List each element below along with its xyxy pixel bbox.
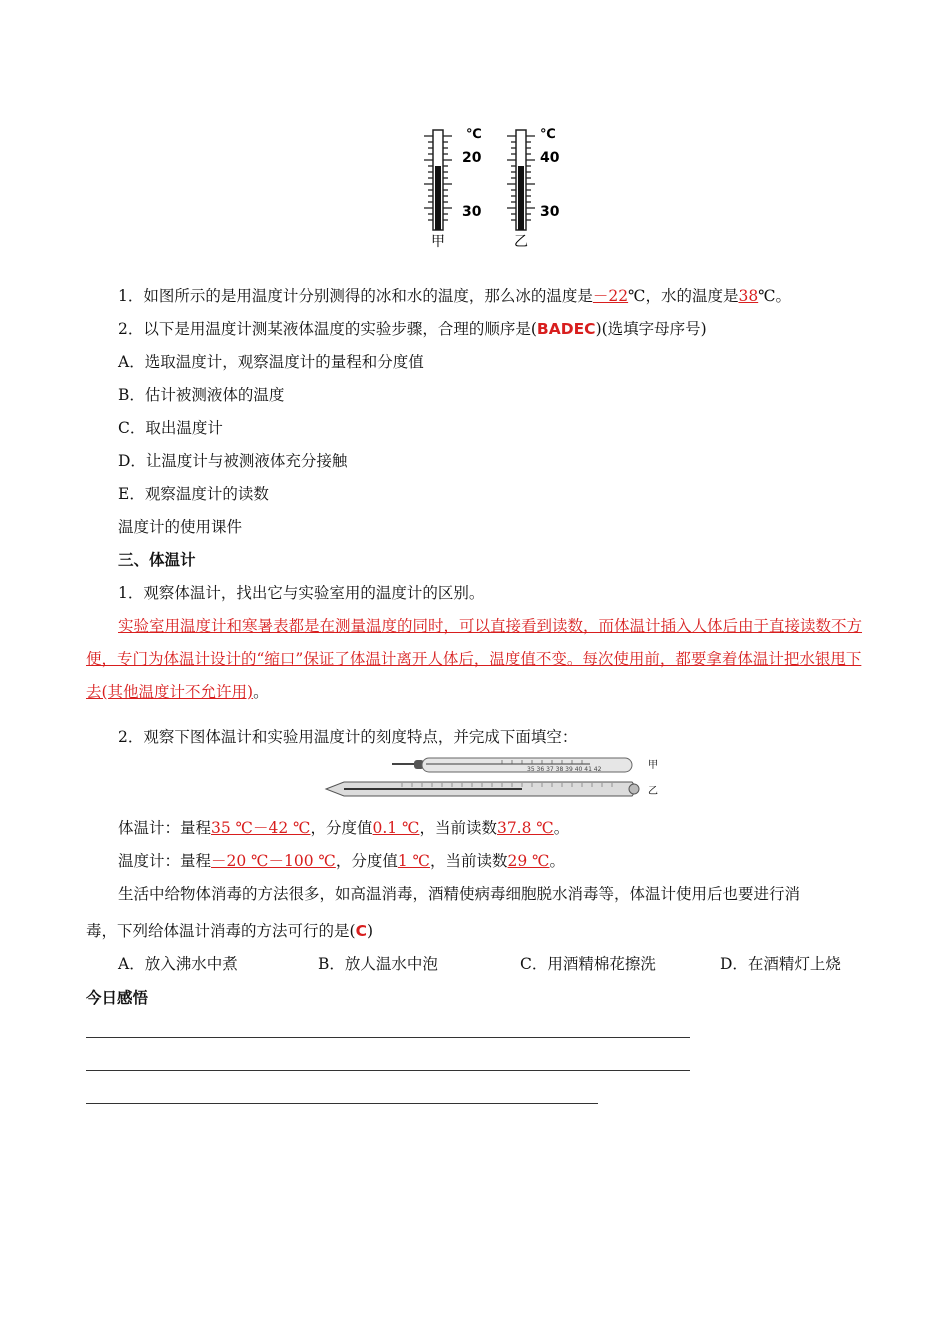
lab-thermometer-fill: 温度计：量程－20 ℃－100 ℃，分度值1 ℃，当前读数29 ℃。 xyxy=(118,852,566,870)
svg-text:35 36 37 38 39 40 41 42: 35 36 37 38 39 40 41 42 xyxy=(527,766,602,773)
writing-line xyxy=(86,1037,690,1038)
answer-paragraph: 实验室用温度计和寒暑表都是在测量温度的同时，可以直接看到读数，而体温计插入人体后由于直接读数不方便，专门为体温计设计的“缩口”保证了体温计离开人体后，温度值不变。每次使用前，都要拿着体温计把水银甩下去(其他温度计不允许用)。 xyxy=(86,617,863,701)
disinfection-answer: C xyxy=(355,922,367,940)
thermometer-yi xyxy=(507,127,560,250)
option-e: E．观察温度计的读数 xyxy=(118,485,269,503)
unit-label: ℃ xyxy=(540,127,556,142)
thermometer-jia xyxy=(424,127,482,250)
section3-question-1: 1．观察体温计，找出它与实验室用的温度计的区别。 xyxy=(118,584,485,602)
unit-label: ℃ xyxy=(466,127,482,142)
question-2: 2．以下是用温度计测某液体温度的实验步骤，合理的顺序是(BADEC)(选填字母序号) xyxy=(118,320,707,338)
clinical-range: 35 ℃－42 ℃ xyxy=(211,819,311,837)
lab-thermometer xyxy=(326,782,658,797)
lab-division: 1 ℃ xyxy=(397,852,431,870)
disinfection-option-c: C．用酒精棉花擦洗 xyxy=(520,955,656,973)
tick-label: 30 xyxy=(540,204,560,220)
option-c: C．取出温度计 xyxy=(118,419,223,437)
answer-ice-temp: －22 xyxy=(592,287,629,305)
writing-line xyxy=(86,1103,598,1104)
clinical-division: 0.1 ℃ xyxy=(372,819,420,837)
clinical-thermometer xyxy=(392,758,658,773)
writing-line xyxy=(86,1070,690,1071)
clinical-reading: 37.8 ℃ xyxy=(496,819,554,837)
thermometer-label: 甲 xyxy=(431,234,445,250)
question-1: 1．如图所示的是用温度计分别测得的冰和水的温度，那么冰的温度是－22℃，水的温度是38℃。 xyxy=(118,287,792,305)
courseware-note: 温度计的使用课件 xyxy=(118,518,243,536)
figure-label-yi: 乙 xyxy=(648,786,658,797)
answer-order: BADEC xyxy=(536,320,596,338)
thermometer-figure xyxy=(420,122,570,252)
thermometer-comparison-figure xyxy=(322,756,662,802)
lab-range: －20 ℃－100 ℃ xyxy=(211,852,336,870)
tick-label: 20 xyxy=(462,150,482,166)
option-b: B．估计被测液体的温度 xyxy=(118,386,285,404)
answer-water-temp: 38 xyxy=(738,287,759,305)
reflection-heading: 今日感悟 xyxy=(86,989,149,1007)
disinfection-option-b: B．放人温水中泡 xyxy=(318,955,438,973)
disinfection-question-line-2: 毒，下列给体温计消毒的方法可行的是(C) xyxy=(86,922,374,940)
option-d: D．让温度计与被测液体充分接触 xyxy=(118,452,348,470)
answer-text: 实验室用温度计和寒暑表都是在测量温度的同时，可以直接看到读数，而体温计插入人体后由于直接读数不方便，专门为体温计设计的“缩口”保证了体温计离开人体后，温度值不变。每次使用前，都要拿着体温计把水银甩下去(其他温度计不允许用) xyxy=(86,617,863,701)
lab-reading: 29 ℃ xyxy=(507,852,550,870)
disinfection-question-line-1: 生活中给物体消毒的方法很多，如高温消毒，酒精使病毒细胞脱水消毒等，体温计使用后也要进行消 xyxy=(118,885,801,903)
section3-question-2: 2．观察下图体温计和实验用温度计的刻度特点，并完成下面填空： xyxy=(118,728,578,746)
clinical-thermometer-fill: 体温计：量程35 ℃－42 ℃，分度值0.1 ℃，当前读数37.8 ℃。 xyxy=(118,819,570,837)
option-a: A．选取温度计，观察温度计的量程和分度值 xyxy=(118,353,424,371)
section-heading: 三、体温计 xyxy=(118,551,196,569)
tick-label: 30 xyxy=(462,204,482,220)
tick-label: 40 xyxy=(540,150,560,166)
thermometer-label: 乙 xyxy=(514,234,528,250)
figure-label-jia: 甲 xyxy=(648,760,658,771)
disinfection-option-d: D．在酒精灯上烧 xyxy=(720,955,841,973)
disinfection-option-a: A．放入沸水中煮 xyxy=(118,955,238,973)
